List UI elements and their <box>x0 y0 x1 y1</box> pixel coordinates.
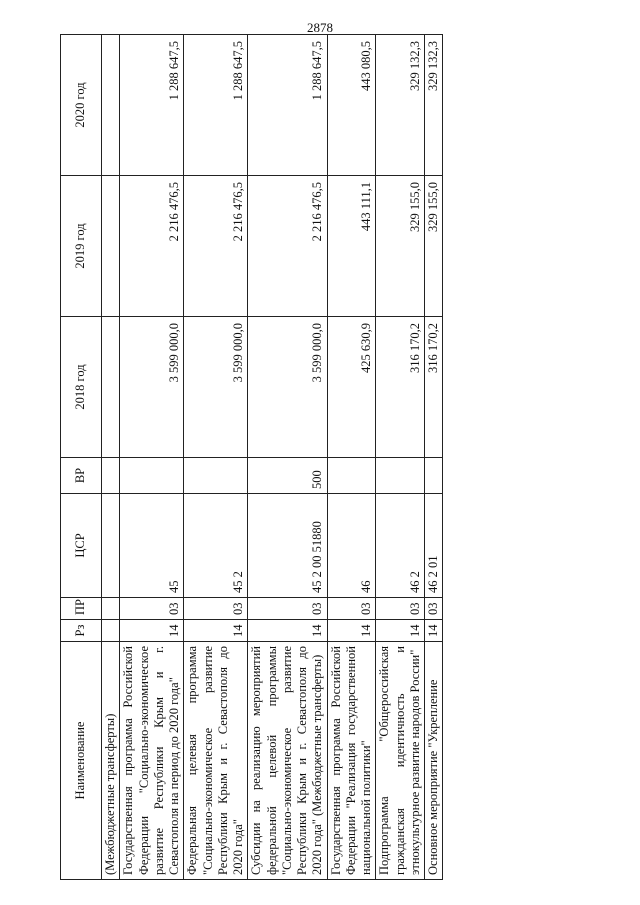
row-vr <box>184 458 248 494</box>
row-2020 <box>102 35 120 176</box>
row-rz: 14 <box>120 620 184 642</box>
row-2018: 3 599 000,0 <box>184 317 248 458</box>
row-pr: 03 <box>327 598 376 620</box>
row-csr: 46 <box>327 494 376 598</box>
row-rz: 14 <box>425 620 443 642</box>
row-2020: 1 288 647,5 <box>184 35 248 176</box>
row-2019: 329 155,0 <box>376 176 425 317</box>
rotated-page <box>60 35 596 880</box>
row-2020: 1 288 647,5 <box>248 35 327 176</box>
row-2018 <box>102 317 120 458</box>
row-name: Государственная программа Российской Федерации "Реализация государственной национальной политики" <box>327 642 376 880</box>
row-rz: 14 <box>327 620 376 642</box>
col-header-name: Наименование <box>61 642 102 880</box>
row-vr <box>327 458 376 494</box>
row-csr: 46 2 01 <box>425 494 443 598</box>
row-csr: 46 2 <box>376 494 425 598</box>
row-2019: 2 216 476,5 <box>248 176 327 317</box>
row-csr: 45 2 <box>184 494 248 598</box>
row-2018: 3 599 000,0 <box>248 317 327 458</box>
row-name: Подпрограмма "Общероссийская гражданская идентичность и этнокультурное развитие народов России" <box>376 642 425 880</box>
row-name: Основное мероприятие "Укрепление <box>425 642 443 880</box>
row-rz <box>102 620 120 642</box>
row-vr <box>376 458 425 494</box>
row-rz: 14 <box>376 620 425 642</box>
page-number: 2878 <box>307 20 333 35</box>
col-header-2019: 2019 год <box>61 176 102 317</box>
row-name: Государственная программа Российской Федерации "Социально-экономическое развитие Республики Крым и г. Севастополя на период до 2020 года" <box>120 642 184 880</box>
row-2018: 316 170,2 <box>425 317 443 458</box>
row-vr <box>120 458 184 494</box>
row-csr: 45 2 00 51880 <box>248 494 327 598</box>
col-header-csr: ЦСР <box>61 494 102 598</box>
row-pr: 03 <box>425 598 443 620</box>
col-header-vr: ВР <box>61 458 102 494</box>
row-2019: 443 111,1 <box>327 176 376 317</box>
row-pr: 03 <box>184 598 248 620</box>
table-row <box>376 35 425 880</box>
row-vr <box>102 458 120 494</box>
row-csr <box>102 494 120 598</box>
row-pr: 03 <box>120 598 184 620</box>
col-header-2020: 2020 год <box>61 35 102 176</box>
row-vr <box>425 458 443 494</box>
row-2019 <box>102 176 120 317</box>
row-2020: 1 288 647,5 <box>120 35 184 176</box>
row-2020: 329 132,3 <box>425 35 443 176</box>
row-2019: 329 155,0 <box>425 176 443 317</box>
row-2019: 2 216 476,5 <box>184 176 248 317</box>
row-2020: 443 080,5 <box>327 35 376 176</box>
table-row <box>184 35 248 880</box>
row-2019: 2 216 476,5 <box>120 176 184 317</box>
row-name: (Межбюджетные трансферты) <box>102 642 120 880</box>
row-pr: 03 <box>376 598 425 620</box>
row-2018: 3 599 000,0 <box>120 317 184 458</box>
row-rz: 14 <box>184 620 248 642</box>
table-row <box>327 35 376 880</box>
row-pr <box>102 598 120 620</box>
col-header-rz: Рз <box>61 620 102 642</box>
table-row <box>248 35 327 880</box>
table-row <box>425 35 443 880</box>
table-row <box>120 35 184 880</box>
budget-table <box>60 34 443 880</box>
row-rz: 14 <box>248 620 327 642</box>
row-name: Субсидии на реализацию мероприятий федеральной целевой программы "Социально-экономическое развитие Республики Крым и г. Севастополя до 2020 года" (Межбюджетные трансферты) <box>248 642 327 880</box>
table-header-row <box>61 35 102 880</box>
col-header-2018: 2018 год <box>61 317 102 458</box>
col-header-pr: ПР <box>61 598 102 620</box>
row-2018: 316 170,2 <box>376 317 425 458</box>
row-pr: 03 <box>248 598 327 620</box>
row-2018: 425 630,9 <box>327 317 376 458</box>
row-2020: 329 132,3 <box>376 35 425 176</box>
row-vr: 500 <box>248 458 327 494</box>
row-csr: 45 <box>120 494 184 598</box>
row-name: Федеральная целевая программа "Социально-экономическое развитие Республики Крым и г. Севастополя до 2020 года" <box>184 642 248 880</box>
table-row <box>102 35 120 880</box>
